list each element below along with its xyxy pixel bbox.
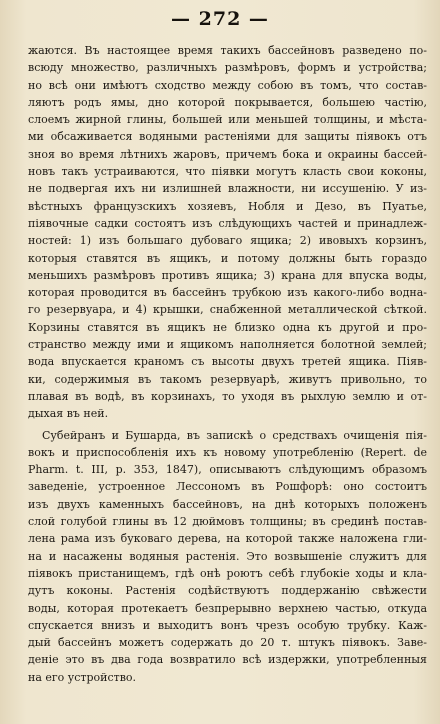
text-line: піявокъ пристанищемъ, гдѣ онѣ роютъ себѣ глубокіе ходы и кла- (28, 566, 427, 580)
text-line: Субейранъ и Бушарда, въ запискѣ о средствахъ очищенія пія- (42, 428, 427, 442)
paragraph-2 (28, 427, 427, 686)
text-line: ляютъ родъ ямы, дно которой покрывается, большею частію, (28, 95, 427, 109)
text-line: на и насажены водяныя растенія. Это возвышеніе служитъ для (28, 549, 427, 563)
text-line: дый бассейнъ можетъ содержать до 20 т. штукъ піявокъ. Заве- (28, 636, 427, 650)
text-line: слой голубой глины въ 12 дюймовъ толщины; въ срединѣ постав- (28, 515, 427, 529)
text-line: не подвергая ихъ ни излишней влажности, ни иссушенію. У из- (28, 182, 427, 196)
text-line: Корзины ставятся въ ящикъ не близко одна къ другой и про- (28, 320, 427, 334)
text-line: но всѣ они имѣютъ сходство между собою въ томъ, что состав- (28, 78, 427, 92)
text-line: вокъ и приспособленія ихъ къ новому употребленію (Repert. de (28, 445, 427, 459)
text-line: плавая въ водѣ, въ корзинахъ, то уходя въ рыхлую землю и от- (28, 389, 427, 403)
text-line: жаются. Въ настоящее время такихъ бассейновъ разведено по- (28, 44, 427, 57)
page-number: — 272 — (171, 8, 269, 30)
text-line: на его устройство. (28, 670, 137, 684)
text-line: заведеніе, устроенное Лессономъ въ Рошфорѣ: оно состоитъ (28, 480, 427, 494)
text-line: деніе это въ два года возвратило всѣ издержки, употребленныя (28, 653, 427, 667)
text-line: изъ двухъ каменныхъ бассейновъ, на днѣ которыхъ положенъ (28, 497, 427, 511)
text-line: ми обсаживается водяными растеніями для защиты піявокъ отъ (28, 130, 427, 144)
text-line: которыя ставятся въ ящикъ, и потому должны быть гораздо (28, 251, 427, 265)
text-line: новъ такъ устраиваются, что піявки могутъ класть свои коконы, (28, 165, 427, 179)
text-line: воды, которая протекаетъ безпрерывно верхнею частью, откуда (28, 601, 427, 615)
text-line: меньшихъ размѣровъ противъ ящика; 3) крана для впуска воды, (28, 268, 427, 282)
text-line: дыхая въ ней. (28, 407, 109, 421)
body-text (28, 42, 427, 686)
text-line: вода впускается краномъ съ высоты двухъ третей ящика. Піяв- (28, 355, 427, 369)
text-line: зноя во время лѣтнихъ жаровъ, причемъ бока и окраины бассей- (28, 147, 427, 161)
text-line: всюду множество, различныхъ размѣровъ, формъ и устройства; (28, 61, 427, 75)
text-line: лена рама изъ буковаго дерева, на которой также наложена гли- (28, 532, 427, 546)
text-line: Pharm. t. III, p. 353, 1847), описываютъ слѣдующимъ образомъ (28, 463, 427, 477)
text-line: піявочные садки состоятъ изъ слѣдующихъ частей и принадлеж- (28, 216, 427, 230)
text-line: ки, содержимыя въ такомъ резервуарѣ, живутъ привольно, то (28, 372, 427, 386)
text-line: дутъ коконы. Растенія содѣйствуютъ поддержанію свѣжести (28, 584, 427, 598)
paragraph-1 (28, 42, 427, 423)
text-line: которая проводится въ бассейнъ трубкою изъ какого-либо водна- (28, 286, 427, 300)
text-line: го резервуара, и 4) крышки, снабженной металлической сѣткой. (28, 303, 427, 317)
text-line: вѣстныхъ французскихъ хозяевъ, Нобля и Дезо, въ Пуатье, (28, 199, 427, 213)
text-line: ностей: 1) изъ большаго дубоваго ящика; 2) ивовыхъ корзинъ, (28, 234, 427, 248)
text-line: слоемъ жирной глины, большей или меньшей толщины, и мѣста- (28, 113, 427, 127)
text-line: странство между ими и ящикомъ наполняется болотной землей; (28, 338, 427, 352)
text-line: спускается внизъ и выходитъ вонъ чрезъ особую трубку. Каж- (28, 618, 427, 632)
